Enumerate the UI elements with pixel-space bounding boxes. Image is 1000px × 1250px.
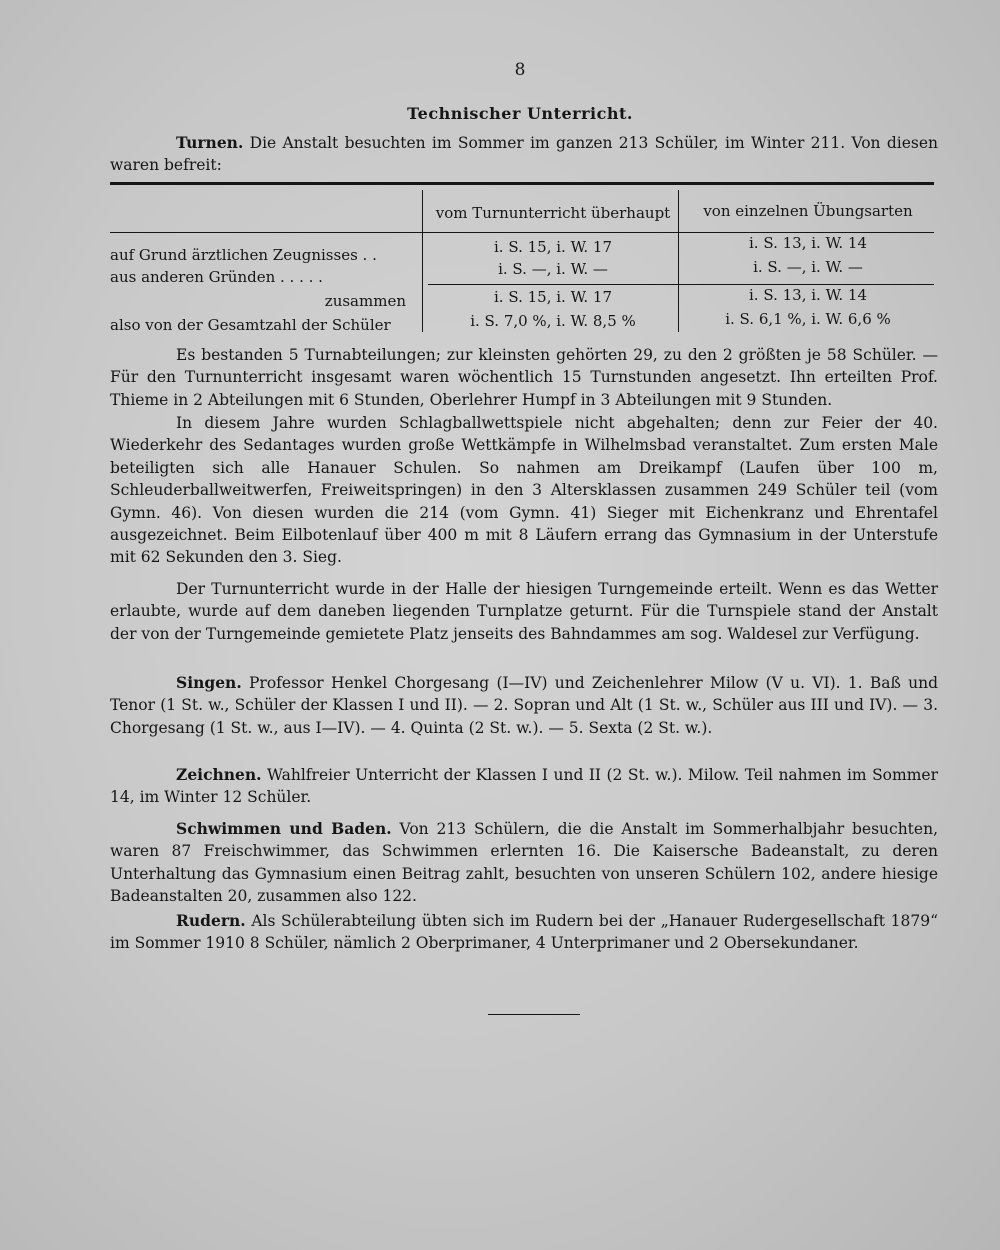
turnen-paragraph-3-text: Der Turnunterricht wurde in der Halle der hiesigen Turngemeinde erteilt. Wenn es das Wetter erlaubte, wurde auf dem daneben liegenden Turnplatze geturnt. Für die Turnspiele stand der Anstalt der von der Turngemeinde gemietete Platz jenseits des Bahndammes am sog. Waldesel zur Verfügung. [110, 580, 938, 643]
table-header-overall: vom Turnunterricht überhaupt [435, 204, 671, 222]
table-row-label: aus anderen Gründen . . . . . [110, 268, 323, 286]
exemption-table [110, 180, 934, 338]
zeichnen-section [110, 764, 938, 809]
table-divider-1 [422, 190, 423, 332]
turnen-paragraph-2 [110, 412, 938, 569]
table-cell: i. S. 15, i. W. 17 [494, 238, 612, 256]
table-top-rule [110, 182, 934, 185]
closing-rule [488, 1014, 580, 1015]
table-row-label: also von der Gesamtzahl der Schüler [110, 316, 391, 334]
turnen-paragraph-1 [110, 344, 938, 411]
rudern-heading: Rudern. [176, 911, 246, 930]
turnen-heading: Turnen. [176, 133, 244, 152]
schwimmen-text: Von 213 Schülern, die die Anstalt im Sommerhalbjahr besuchten, waren 87 Freischwimmer, das Schwimmen erlernten 16. Die Kaisersche Badeanstalt, zu deren Unterhaltung das Gymnasium einen Beitrag zahlt, besuchten von unseren Schülern 102, andere hiesige Badeanstalten 20, zusammen also 122. [110, 820, 938, 906]
schwimmen-section [110, 818, 938, 908]
section-title: Technischer Unterricht. [407, 104, 633, 123]
table-cell: i. S. —, i. W. — [498, 260, 608, 278]
turnen-intro [110, 132, 938, 177]
table-row-label: zusammen [324, 292, 406, 310]
table-cell: i. S. 15, i. W. 17 [494, 288, 612, 306]
zeichnen-text: Wahlfreier Unterricht der Klassen I und II (2 St. w.). Milow. Teil nahmen im Sommer 14, im Winter 12 Schüler. [110, 766, 938, 807]
schwimmen-heading: Schwimmen und Baden. [176, 819, 392, 838]
turnen-paragraph-3 [110, 578, 938, 645]
rudern-section [110, 910, 938, 955]
turnen-intro-text: Die Anstalt besuchten im Sommer im ganzen 213 Schüler, im Winter 211. Von diesen waren befreit: [110, 134, 938, 175]
zeichnen-heading: Zeichnen. [176, 765, 262, 784]
page-number: 8 [514, 60, 526, 80]
table-cell: i. S. 7,0 %, i. W. 8,5 % [470, 312, 636, 330]
turnen-paragraph-1-text: Es bestanden 5 Turnabteilungen; zur kleinsten gehörten 29, zu den 2 größten je 58 Schüler. — Für den Turnunterricht insgesamt waren wöchentlich 15 Turnstunden angesetzt. Ihn erteilten Prof. Thieme in 2 Abteilungen mit 6 Stunden, Oberlehrer Humpf in 3 Abteilungen mit 9 Stunden. [110, 346, 938, 409]
table-cell: i. S. —, i. W. — [753, 258, 863, 276]
table-divider-2 [678, 190, 679, 332]
singen-text: Professor Henkel Chorgesang (I—IV) und Zeichenlehrer Milow (V u. VI). 1. Baß und Tenor (1 St. w., Schüler der Klassen I und II). — 2. Sopran und Alt (1 St. w., Schüler aus III und IV). — 3. Chorgesang (1 St. w., aus I—IV). — 4. Quinta (2 St. w.). — 5. Sexta (2 St. w.). [110, 674, 938, 737]
turnen-paragraph-2-text: In diesem Jahre wurden Schlagballwettspiele nicht abgehalten; denn zur Feier der 40. Wiederkehr des Sedantages wurden große Wettkämpfe in Wilhelmsbad veranstaltet. Zum ersten Male beteiligten sich alle Hanauer Schulen. So nahmen am Dreikampf (Laufen über 100 m, Schleuderballweitwerfen, Freiweitspringen) in den 3 Altersklassen zusammen 249 Schüler teil (vom Gymn. 46). Von diesen wurden die 214 (vom Gymn. 41) Sieger mit Eichenkranz und Ehrentafel ausgezeichnet. Beim Eilbotenlauf über 400 m mit 8 Läufern errang das Gymnasium in der Unterstufe mit 62 Sekunden den 3. Sieg. [110, 414, 938, 567]
table-cell: i. S. 6,1 %, i. W. 6,6 % [725, 310, 891, 328]
singen-heading: Singen. [176, 673, 242, 692]
table-cell: i. S. 13, i. W. 14 [749, 234, 867, 252]
table-cell: i. S. 13, i. W. 14 [749, 286, 867, 304]
table-row-label: auf Grund ärztlichen Zeugnisses . . [110, 246, 377, 264]
table-header-partial: von einzelnen Übungsarten [703, 202, 913, 220]
singen-section [110, 672, 938, 739]
rudern-text: Als Schülerabteilung übten sich im Rudern bei der „Hanauer Rudergesellschaft 1879“ im Sommer 1910 8 Schüler, nämlich 2 Oberprimaner, 4 Unterprimaner und 2 Obersekundaner. [110, 912, 939, 953]
